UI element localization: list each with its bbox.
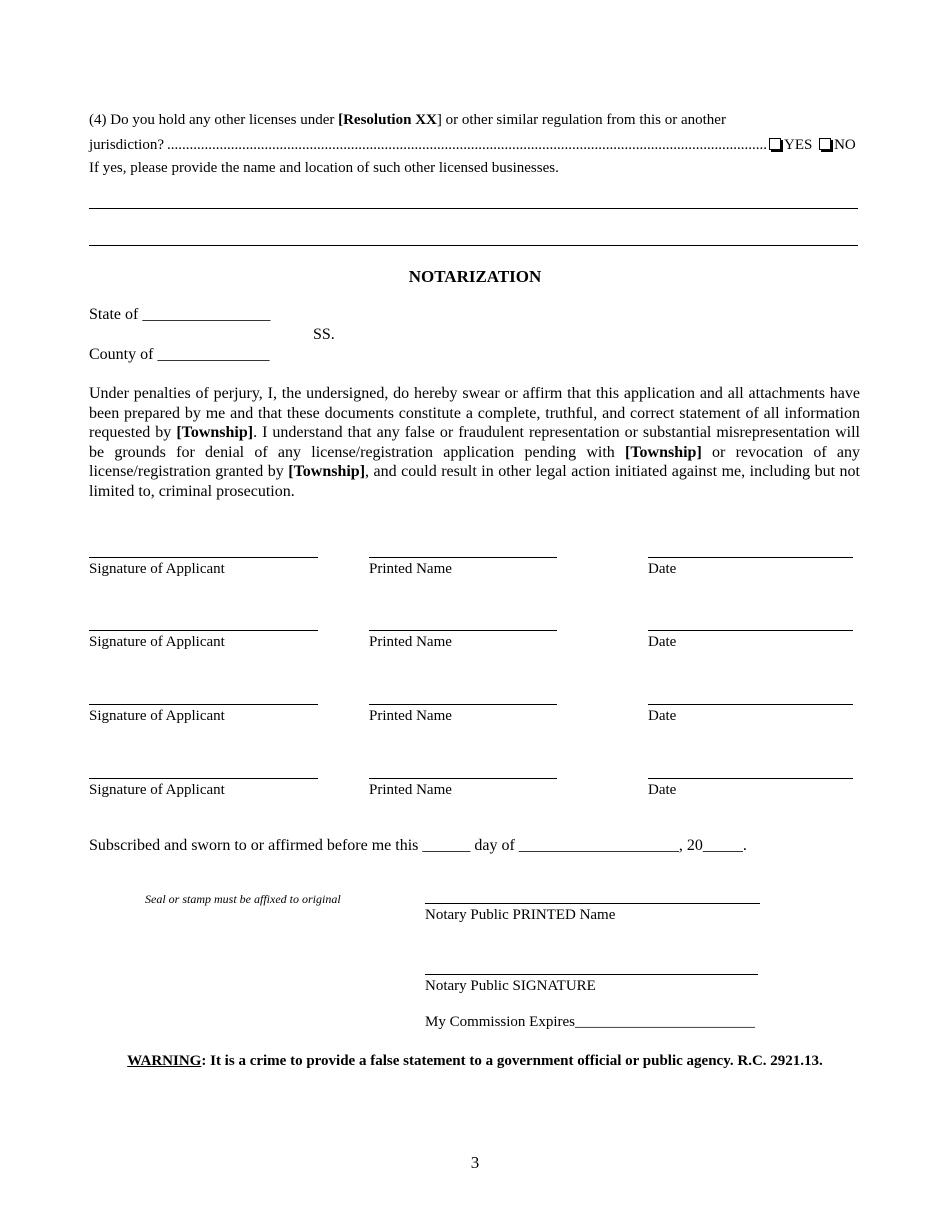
notary-signature-label: Notary Public SIGNATURE	[425, 978, 596, 994]
date-label: Date	[648, 708, 677, 724]
notary-printed-name-label: Notary Public PRINTED Name	[425, 907, 616, 923]
warning-text: : It is a crime to provide a false statement to a government official or public agency. R.C. 2921.13.	[201, 1053, 823, 1069]
affirmation-paragraph: Under penalties of perjury, I, the undersigned, do hereby swear or affirm that this application and all attachments have been prepared by me and that these documents constitute a complete, truthful, and correct statement of all information requested by [Township]. I understand that any false or fraudulent representation or substantial misrepresentation will be grounds for denial of any license/registration application pending with [Township] or revocation of any license/registration granted by [Township], and could result in other legal action initiated against me, including but not limited to, criminal prosecution.	[89, 385, 860, 500]
notarization-heading: NOTARIZATION	[408, 267, 542, 286]
printed-name-line[interactable]	[369, 630, 557, 631]
signature-label: Signature of Applicant	[89, 634, 225, 650]
date-line[interactable]	[648, 630, 853, 631]
warning-label: WARNING	[127, 1053, 202, 1069]
signature-label: Signature of Applicant	[89, 561, 225, 577]
state-label: State of	[89, 306, 139, 323]
answer-line-2[interactable]	[89, 245, 858, 246]
warning-statement	[0, 1053, 950, 1070]
answer-line-1[interactable]	[89, 208, 858, 209]
printed-name-line[interactable]	[369, 778, 557, 779]
yes-checkbox[interactable]	[769, 138, 781, 150]
printed-name-label: Printed Name	[369, 782, 452, 798]
question-4-text-a: (4) Do you hold any other licenses under	[89, 112, 339, 128]
question-4-line-2-label: jurisdiction?	[89, 137, 164, 153]
question-4-resolution-bold: [Resolution XX	[338, 112, 437, 128]
seal-note: Seal or stamp must be affixed to original	[145, 892, 341, 906]
commission-expires-label: My Commission Expires	[425, 1014, 576, 1030]
dot-leader	[167, 137, 766, 154]
signature-line[interactable]	[89, 778, 318, 779]
date-line[interactable]	[648, 778, 853, 779]
question-4-text-b: ] or other similar regulation from this or another	[436, 112, 726, 128]
commission-expires-blank[interactable]: ________________________	[575, 1014, 756, 1030]
date-line[interactable]	[648, 557, 853, 558]
no-label: NO	[834, 137, 856, 153]
county-label: County of	[89, 346, 154, 363]
page-number: 3	[470, 1153, 480, 1172]
signature-line[interactable]	[89, 704, 318, 705]
date-line[interactable]	[648, 704, 853, 705]
ss-label: SS.	[313, 326, 335, 343]
state-of-line	[89, 306, 270, 324]
signature-line[interactable]	[89, 630, 318, 631]
signature-label: Signature of Applicant	[89, 782, 225, 798]
yes-no-options	[769, 137, 856, 154]
notary-printed-name-line[interactable]	[425, 903, 760, 904]
yes-label: YES	[784, 137, 813, 153]
date-label: Date	[648, 782, 677, 798]
county-blank[interactable]: ______________	[157, 346, 270, 363]
printed-name-line[interactable]	[369, 704, 557, 705]
signature-label: Signature of Applicant	[89, 708, 225, 724]
notary-signature-line[interactable]	[425, 974, 758, 975]
question-4-followup: If yes, please provide the name and location of such other licensed businesses.	[89, 160, 559, 176]
commission-expires-line	[425, 1014, 755, 1031]
signature-line[interactable]	[89, 557, 318, 558]
printed-name-line[interactable]	[369, 557, 557, 558]
printed-name-label: Printed Name	[369, 561, 452, 577]
printed-name-label: Printed Name	[369, 634, 452, 650]
printed-name-label: Printed Name	[369, 708, 452, 724]
no-checkbox[interactable]	[819, 138, 831, 150]
date-label: Date	[648, 634, 677, 650]
subscribed-sworn-line[interactable]: Subscribed and sworn to or affirmed before me this ______ day of ____________________, 20_____.	[89, 837, 747, 854]
date-label: Date	[648, 561, 677, 577]
question-4-line-1	[89, 112, 726, 129]
county-of-line	[89, 346, 269, 364]
state-blank[interactable]: ________________	[142, 306, 271, 323]
